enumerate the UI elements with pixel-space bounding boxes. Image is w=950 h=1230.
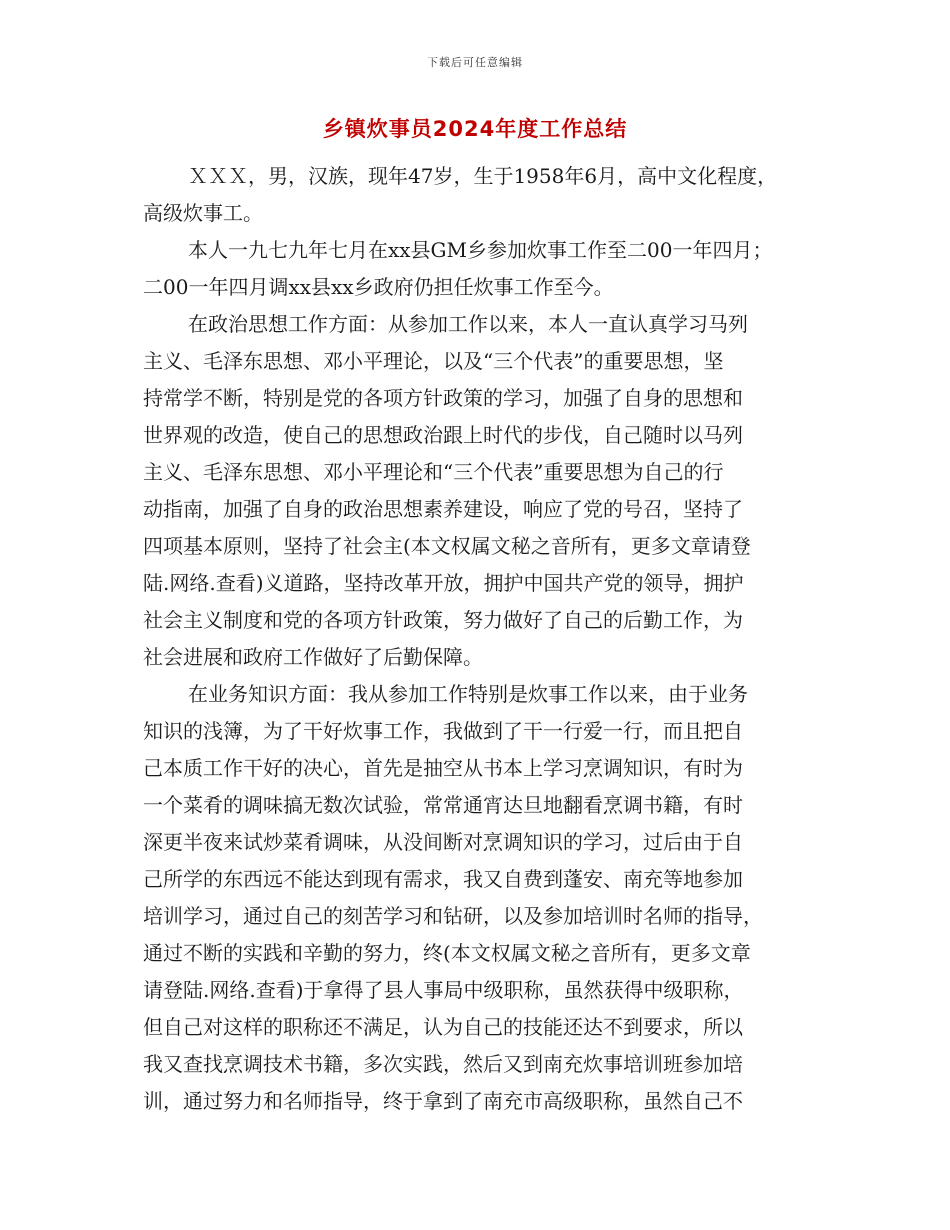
paragraph-work-history — [143, 232, 833, 306]
text-line: 二00一年四月调xx县xx乡政府仍担任炊事工作至今。 — [143, 275, 614, 299]
text-line: 知识的浅簿，为了干好炊事工作，我做到了干一行爱一行，而且把自 — [143, 719, 743, 743]
text-line: 在业务知识方面：我从参加工作特别是炊事工作以来，由于业务 — [188, 682, 748, 706]
paragraph-political-thought — [143, 306, 823, 676]
text-line: 世界观的改造，使自己的思想政治跟上时代的步伐，自己随时以马列 — [143, 423, 743, 447]
text-line: 持常学不断，特别是党的各项方针政策的学习，加强了自身的思想和 — [143, 386, 743, 410]
text-line: 陆.网络.查看)义道路，坚持改革开放，拥护中国共产党的领导，拥护 — [143, 571, 744, 595]
text-line: 请登陆.网络.查看)于拿得了县人事局中级职称，虽然获得中级职称， — [143, 978, 744, 1002]
text-line: 一个菜肴的调味搞无数次试验，常常通宵达旦地翻看烹调书籍，有时 — [143, 793, 743, 817]
text-line: 社会进展和政府工作做好了后勤保障。 — [143, 645, 483, 669]
paragraph-professional-knowledge — [143, 676, 823, 1120]
text-line: 本人一九七九年七月在xx县GM乡参加炊事工作至二00一年四月； — [188, 238, 773, 262]
text-line: 主义、毛泽东思想、邓小平理论，以及“三个代表”的重要思想，坚 — [143, 349, 724, 373]
text-line: 但自己对这样的职称还不满足，认为自己的技能还达不到要求，所以 — [143, 1015, 743, 1039]
text-line: 主义、毛泽东思想、邓小平理论和“三个代表”重要思想为自己的行 — [143, 460, 724, 484]
paragraph-personal-info — [143, 158, 833, 232]
text-line: 在政治思想工作方面：从参加工作以来，本人一直认真学习马列 — [188, 312, 748, 336]
text-line: 己所学的东西远不能达到现有需求，我又自费到蓬安、南充等地参加 — [143, 867, 743, 891]
document-title: 乡镇炊事员2024年度工作总结 — [322, 117, 628, 141]
text-line: 培训学习，通过自己的刻苦学习和钻研，以及参加培训时名师的指导， — [143, 904, 763, 928]
text-line: 深更半夜来试炒菜肴调味，从没间断对烹调知识的学习，过后由于自 — [143, 830, 743, 854]
text-line: ＸＸＸ，男，汉族，现年47岁，生于1958年6月，高中文化程度， — [188, 164, 778, 188]
header-note: 下载后可任意编辑 — [427, 56, 523, 69]
text-line: 四项基本原则，坚持了社会主(本文权属文秘之音所有，更多文章请登 — [143, 534, 751, 558]
text-line: 训，通过努力和名师指导，终于拿到了南充市高级职称，虽然自己不 — [143, 1089, 743, 1113]
text-line: 通过不断的实践和辛勤的努力，终(本文权属文秘之音所有，更多文章 — [143, 941, 751, 965]
text-line: 高级炊事工。 — [143, 201, 263, 225]
text-line: 我又查找烹调技术书籍，多次实践，然后又到南充炊事培训班参加培 — [143, 1052, 743, 1076]
text-line: 动指南，加强了自身的政治思想素养建设，响应了党的号召，坚持了 — [143, 497, 743, 521]
text-line: 己本质工作干好的决心，首先是抽空从书本上学习烹调知识，有时为 — [143, 756, 743, 780]
text-line: 社会主义制度和党的各项方针政策，努力做好了自己的后勤工作，为 — [143, 608, 743, 632]
